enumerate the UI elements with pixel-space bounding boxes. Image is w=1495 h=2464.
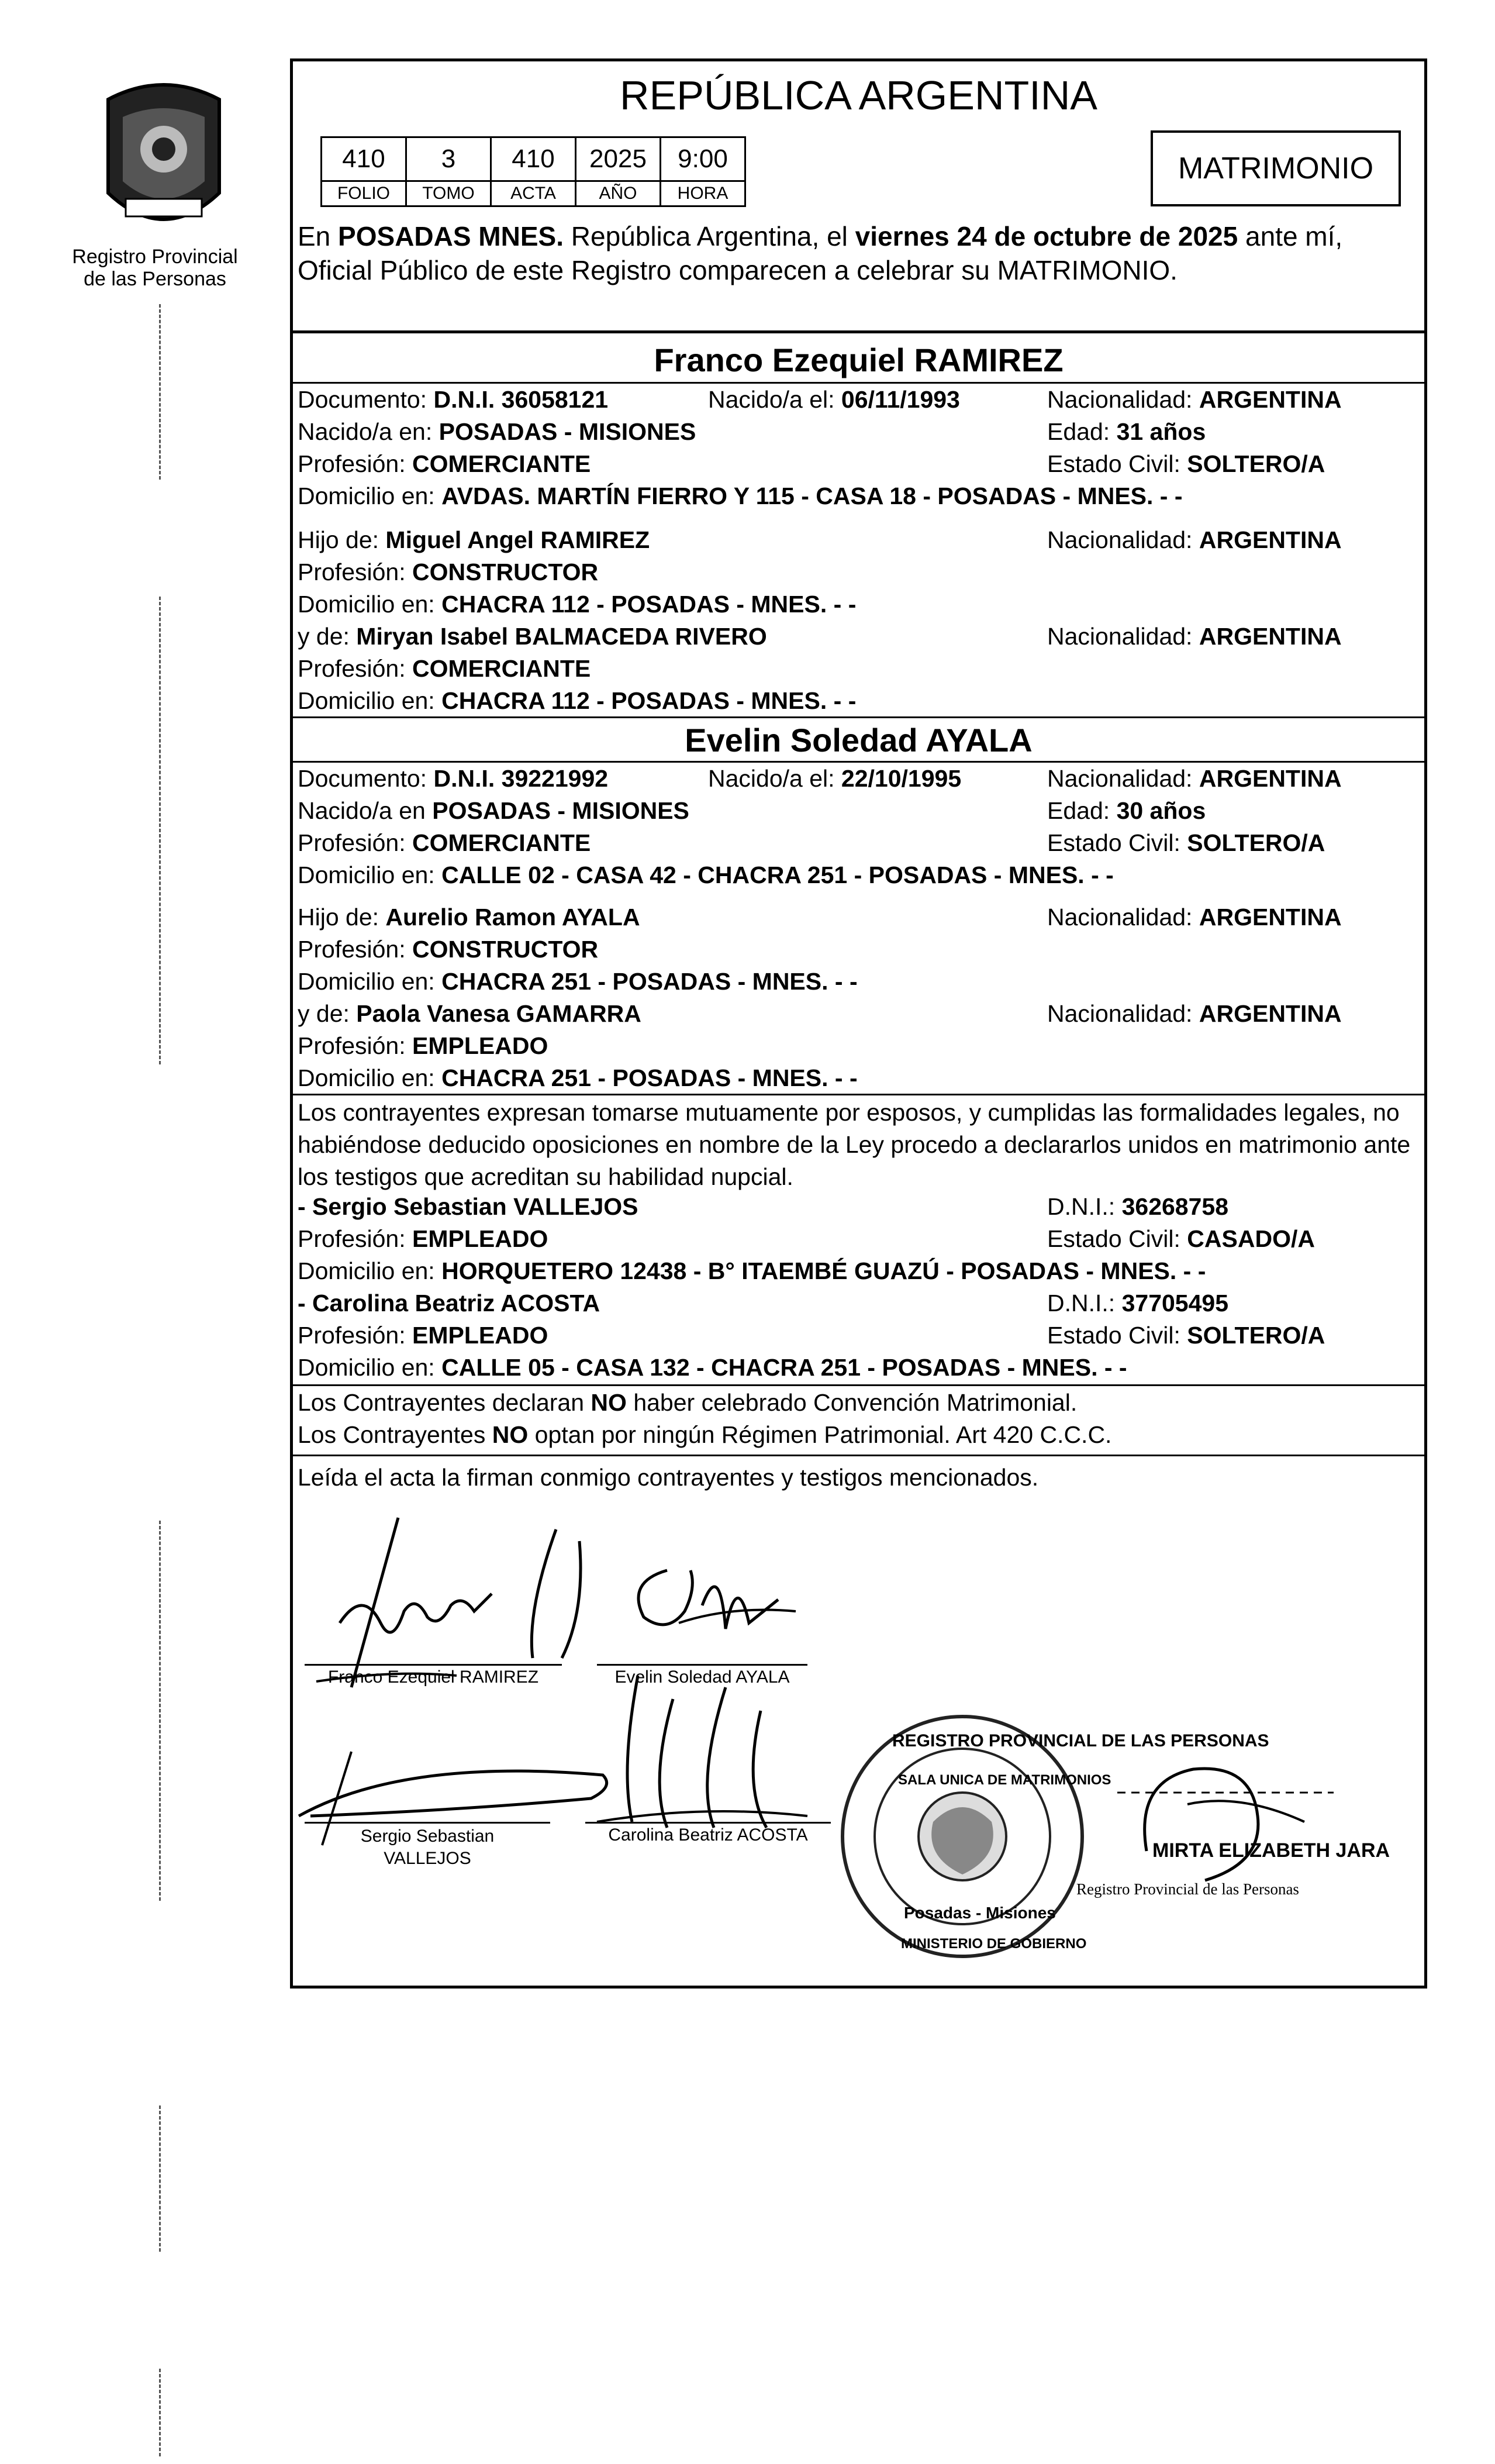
witness-2-name: - Carolina Beatriz ACOSTA <box>298 1290 600 1317</box>
divider <box>293 1455 1424 1456</box>
margin-dash <box>159 2105 161 2252</box>
bride-mother-profession: Profesión: EMPLEADO <box>298 1032 548 1059</box>
groom-mother-address: Domicilio en: CHACRA 112 - POSADAS - MNES. - - <box>298 687 857 714</box>
witness-1-name: - Sergio Sebastian VALLEJOS <box>298 1193 638 1220</box>
divider <box>293 330 1424 333</box>
intro-paragraph: En POSADAS MNES. República Argentina, el viernes 24 de octubre de 2025 ante mí, Oficial Público de este Registro comparecen a celebrar su MATRIMONIO. <box>298 221 1343 285</box>
stamp-inner-text: SALA UNICA DE MATRIMONIOS <box>898 1772 1111 1788</box>
bride-father: Hijo de: Aurelio Ramon AYALA <box>298 904 640 931</box>
bride-civil-status: Estado Civil: SOLTERO/A <box>1047 829 1325 856</box>
margin-dash <box>159 597 161 1064</box>
groom-birthplace: Nacido/a en: POSADAS - MISIONES <box>298 418 696 445</box>
bride-mother-address: Domicilio en: CHACRA 251 - POSADAS - MNES. - - <box>298 1064 858 1091</box>
groom-nationality: Nacionalidad: ARGENTINA <box>1047 386 1342 413</box>
signature-line <box>305 1822 550 1824</box>
tomo-cell: 3 TOMO <box>405 136 492 207</box>
groom-document: Documento: D.N.I. 36058121 <box>298 386 609 413</box>
groom-address: Domicilio en: AVDAS. MARTÍN FIERRO Y 115 - CASA 18 - POSADAS - MNES. - - <box>298 483 1183 509</box>
bride-profession: Profesión: COMERCIANTE <box>298 829 591 856</box>
witness-1-dni: D.N.I.: 36268758 <box>1047 1193 1229 1220</box>
logo-caption-2: de las Personas <box>84 268 226 290</box>
margin-dash <box>159 2369 161 2456</box>
groom-father-address: Domicilio en: CHACRA 112 - POSADAS - MNES. - - <box>298 591 857 618</box>
stamp-outer-text: REGISTRO PROVINCIAL DE LAS PERSONAS <box>892 1731 1269 1750</box>
record-id-table <box>322 136 746 207</box>
ceremony-paragraph: Los contrayentes expresan tomarse mutuamente por esposos, y cumplidas las formalidades legales, no habiéndose deducido oposiciones en nombre de la Ley procedo a declararlos unidos en matrimonio ante los testigos que acreditan su habilidad nupcial. <box>298 1099 1411 1190</box>
witness-2-signature-label: Carolina Beatriz ACOSTA <box>608 1825 808 1845</box>
anio-cell: 2025 AÑO <box>575 136 661 207</box>
witness-2-profession: Profesión: EMPLEADO <box>298 1322 548 1349</box>
folio-cell: 410 FOLIO <box>320 136 407 207</box>
bride-father-profession: Profesión: CONSTRUCTOR <box>298 936 599 963</box>
witness-2-signature <box>585 1652 831 1839</box>
official-name: MIRTA ELIZABETH JARA <box>1152 1839 1390 1862</box>
margin-dash <box>159 304 161 480</box>
witness-1-civil-status: Estado Civil: CASADO/A <box>1047 1225 1315 1252</box>
bride-document: Documento: D.N.I. 39221992 <box>298 765 609 792</box>
groom-age: Edad: 31 años <box>1047 418 1206 445</box>
groom-mother-nationality: Nacionalidad: ARGENTINA <box>1047 623 1342 650</box>
signature-line <box>305 1664 562 1666</box>
bride-mother: y de: Paola Vanesa GAMARRA <box>298 1000 641 1027</box>
witness-1-address: Domicilio en: HORQUETERO 12438 - B° ITAEMBÉ GUAZÚ - POSADAS - MNES. - - <box>298 1257 1206 1284</box>
closing-statement: Leída el acta la firman conmigo contrayentes y testigos mencionados. <box>298 1464 1039 1491</box>
bride-signature <box>603 1535 813 1664</box>
witness-1-signature-label: Sergio Sebastian VALLEJOS <box>360 1827 495 1868</box>
bride-age: Edad: 30 años <box>1047 797 1206 824</box>
groom-father: Hijo de: Miguel Angel RAMIREZ <box>298 526 650 553</box>
groom-name: Franco Ezequiel RAMIREZ <box>654 342 1064 378</box>
bride-birthplace: Nacido/a en POSADAS - MISIONES <box>298 797 689 824</box>
divider <box>293 761 1424 763</box>
certificate-frame <box>290 58 1427 1989</box>
divider <box>293 382 1424 384</box>
provincial-seal-icon <box>96 76 231 246</box>
regime-line-2: Los Contrayentes NO optan por ningún Régimen Patrimonial. Art 420 C.C.C. <box>298 1421 1112 1448</box>
bride-father-nationality: Nacionalidad: ARGENTINA <box>1047 904 1342 931</box>
groom-mother: y de: Miryan Isabel BALMACEDA RIVERO <box>298 623 767 650</box>
logo-caption-1: Registro Provincial <box>72 246 238 268</box>
record-type-box: MATRIMONIO <box>1151 130 1401 206</box>
divider <box>293 716 1424 718</box>
divider <box>293 1384 1424 1386</box>
witness-1-profession: Profesión: EMPLEADO <box>298 1225 548 1252</box>
groom-profession: Profesión: COMERCIANTE <box>298 450 591 477</box>
bride-mother-nationality: Nacionalidad: ARGENTINA <box>1047 1000 1342 1027</box>
acta-cell: 410 ACTA <box>490 136 576 207</box>
bride-signature-label: Evelin Soledad AYALA <box>614 1667 790 1687</box>
groom-father-nationality: Nacionalidad: ARGENTINA <box>1047 526 1342 553</box>
bride-name: Evelin Soledad AYALA <box>685 722 1033 759</box>
divider <box>293 1094 1424 1095</box>
signature-line <box>585 1822 831 1824</box>
page-title: REPÚBLICA ARGENTINA <box>620 73 1097 118</box>
groom-mother-profession: Profesión: COMERCIANTE <box>298 655 591 682</box>
witness-2-dni: D.N.I.: 37705495 <box>1047 1290 1229 1317</box>
stamp-ministry-text: MINISTERIO DE GOBIERNO <box>901 1936 1087 1952</box>
bride-father-address: Domicilio en: CHACRA 251 - POSADAS - MNES. - - <box>298 968 858 995</box>
margin-dash <box>159 1521 161 1901</box>
witness-2-address: Domicilio en: CALLE 05 - CASA 132 - CHACRA 251 - POSADAS - MNES. - - <box>298 1354 1127 1381</box>
bride-birthdate: Nacido/a el: 22/10/1995 <box>708 765 962 792</box>
official-title: Registro Provincial de las Personas <box>1076 1880 1299 1898</box>
groom-signature-label: Franco Ezequiel RAMIREZ <box>327 1667 539 1687</box>
bride-address: Domicilio en: CALLE 02 - CASA 42 - CHACRA 251 - POSADAS - MNES. - - <box>298 861 1114 888</box>
groom-civil-status: Estado Civil: SOLTERO/A <box>1047 450 1325 477</box>
bride-nationality: Nacionalidad: ARGENTINA <box>1047 765 1342 792</box>
hora-cell: 9:00 HORA <box>660 136 746 207</box>
witness-2-civil-status: Estado Civil: SOLTERO/A <box>1047 1322 1325 1349</box>
regime-line-1: Los Contrayentes declaran NO haber celebrado Convención Matrimonial. <box>298 1389 1078 1416</box>
stamp-bottom-text: Posadas - Misiones <box>904 1904 1056 1922</box>
groom-father-profession: Profesión: CONSTRUCTOR <box>298 559 599 585</box>
groom-birthdate: Nacido/a el: 06/11/1993 <box>708 386 960 413</box>
